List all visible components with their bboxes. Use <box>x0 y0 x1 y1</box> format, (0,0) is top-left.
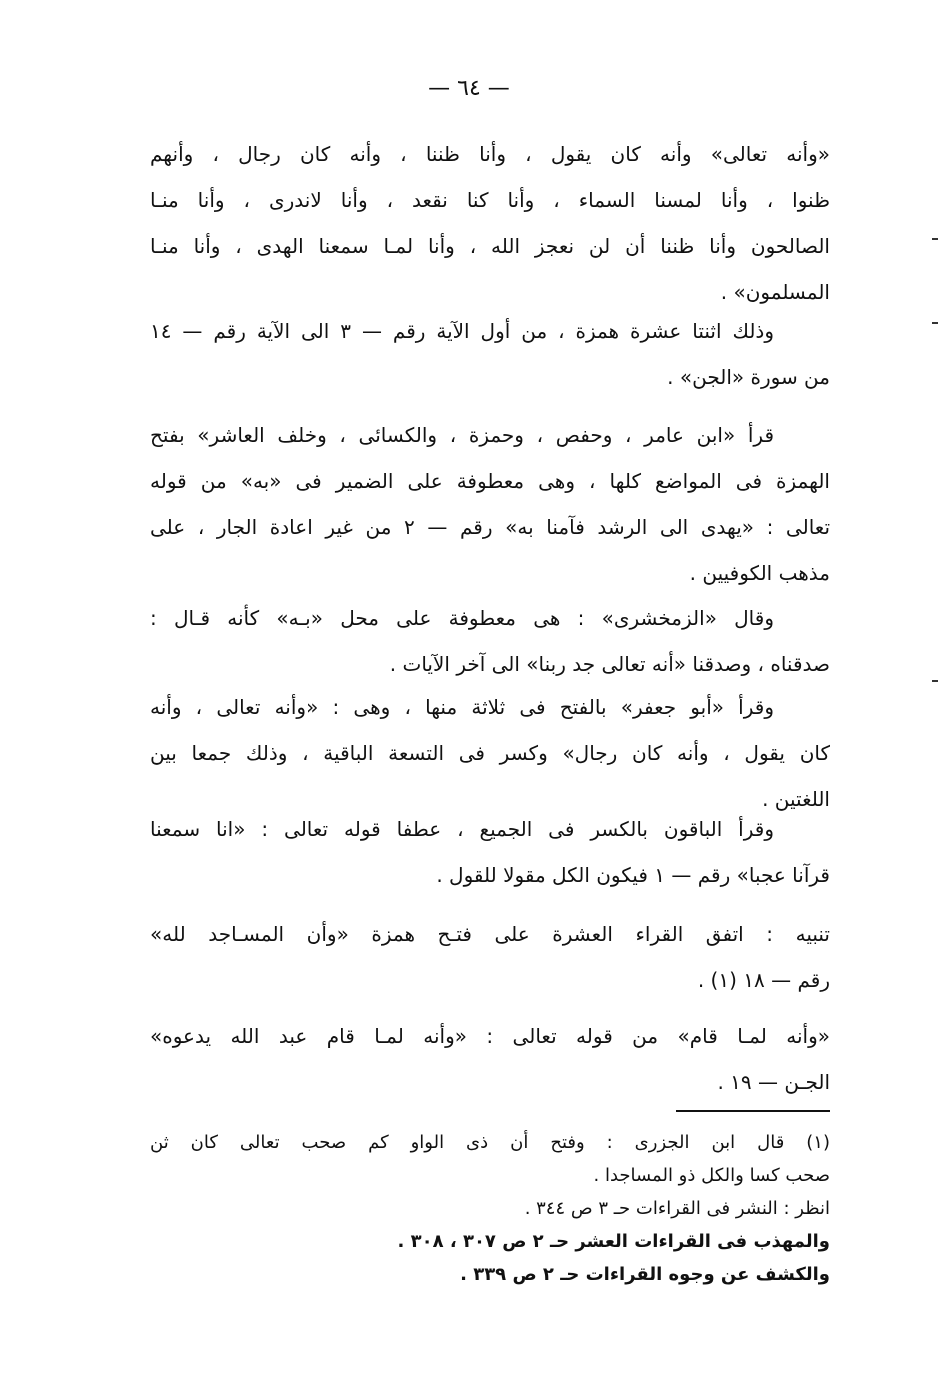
text-line: الصالحون وأنا ظننا أن لن نعجز الله ، وأنا لمـا سمعنا الهدى ، وأنا منـا <box>150 234 830 258</box>
text-line: رقم — ١٨ (١) . <box>697 968 830 992</box>
text-line: المسلمون» . <box>720 280 830 304</box>
paragraph-1 <box>150 131 830 315</box>
footnote-line: صحب كسا والكل ذو المساجدا . <box>593 1165 830 1186</box>
scan-edge-mark <box>932 238 938 240</box>
text-line: الهمزة فى المواضع كلها ، وهى معطوفة على الضمير فى «به» من قوله <box>150 469 830 493</box>
text-line: الجـن — ١٩ . <box>717 1070 830 1094</box>
text-line: كان يقول ، وأنه كان رجال» وكسر فى التسعة الباقية ، وذلك جمعا بين <box>150 741 830 765</box>
footnote-line: والمهذب فى القراءات العشر حـ ٢ ص ٣٠٧ ، ٣٠٨ . <box>397 1231 830 1252</box>
text-line: من سورة «الجن» . <box>667 365 830 389</box>
footnote-line: (١) قال ابن الجزرى : وفتح أن ذى الواو كم صحب تعالى كان ثن <box>150 1132 830 1153</box>
text-line: «وأنه تعالى» وأنه كان يقول ، وأنا ظننا ، وأنه كان رجال ، وأنهم <box>150 142 830 166</box>
paragraph-6 <box>150 806 830 898</box>
scan-edge-mark <box>932 322 938 324</box>
text-line: وقرأ «أبو جعفر» بالفتح فى ثلاثة منها ، وهى : «وأنه تعالى ، وأنه <box>150 695 774 719</box>
footnote-line: انظر : النشر فى القراءات حـ ٣ ص ٣٤٤ . <box>524 1198 830 1219</box>
paragraph-5 <box>150 684 830 822</box>
text-line: وذلك اثنتا عشرة همزة ، من أول الآية رقم — ٣ الى الآية رقم — ١٤ <box>150 319 774 343</box>
paragraph-3 <box>150 412 830 596</box>
footnotes <box>150 1126 830 1291</box>
text-line: قرأ «ابن عامر ، وحفص ، وحمزة ، والكسائى ، وخلف العاشر» بفتح <box>150 423 774 447</box>
paragraph-4 <box>150 595 830 687</box>
text-line: قرآنا عجبا» رقم — ١ فيكون الكل مقولا للقول . <box>436 863 830 887</box>
text-line: مذهب الكوفيين . <box>689 561 830 585</box>
text-line: وقرأ الباقون بالكسر فى الجميع ، عطفا قوله تعالى : «انا سمعنا <box>150 817 774 841</box>
page-number: — ٦٤ — <box>428 76 510 101</box>
text-line: تنبيه : اتفق القراء العشرة على فتـح همزة «وأن المسـاجد لله» <box>150 922 830 946</box>
scan-edge-mark <box>932 680 938 682</box>
text-line: صدقناه ، وصدقنا «أنه تعالى جد ربنا» الى آخر الآيات . <box>389 652 830 676</box>
text-line: تعالى : «يهدى الى الرشد فآمنا به» رقم — ٢ من غير اعادة الجار ، على <box>150 515 830 539</box>
text-line: «وأنه لمـا قام» من قوله تعالى : «وأنه لمـا قام عبد الله يدعوه» <box>150 1024 830 1048</box>
paragraph-7-note <box>150 911 830 1003</box>
text-line: ظنوا ، وأنا لمسنا السماء ، وأنا كنا نقعد ، وأنا لاندرى ، وأنا منـا <box>150 188 830 212</box>
footnote-separator <box>676 1110 830 1112</box>
paragraph-2 <box>150 308 830 400</box>
text-line: اللغتين . <box>762 787 830 811</box>
paragraph-8 <box>150 1013 830 1105</box>
text-line: وقال «الزمخشرى» : هى معطوفة على محل «بـه» كأنه قـال : <box>150 606 774 630</box>
footnote-line: والكشف عن وجوه القراءات حـ ٢ ص ٣٣٩ . <box>460 1264 830 1285</box>
